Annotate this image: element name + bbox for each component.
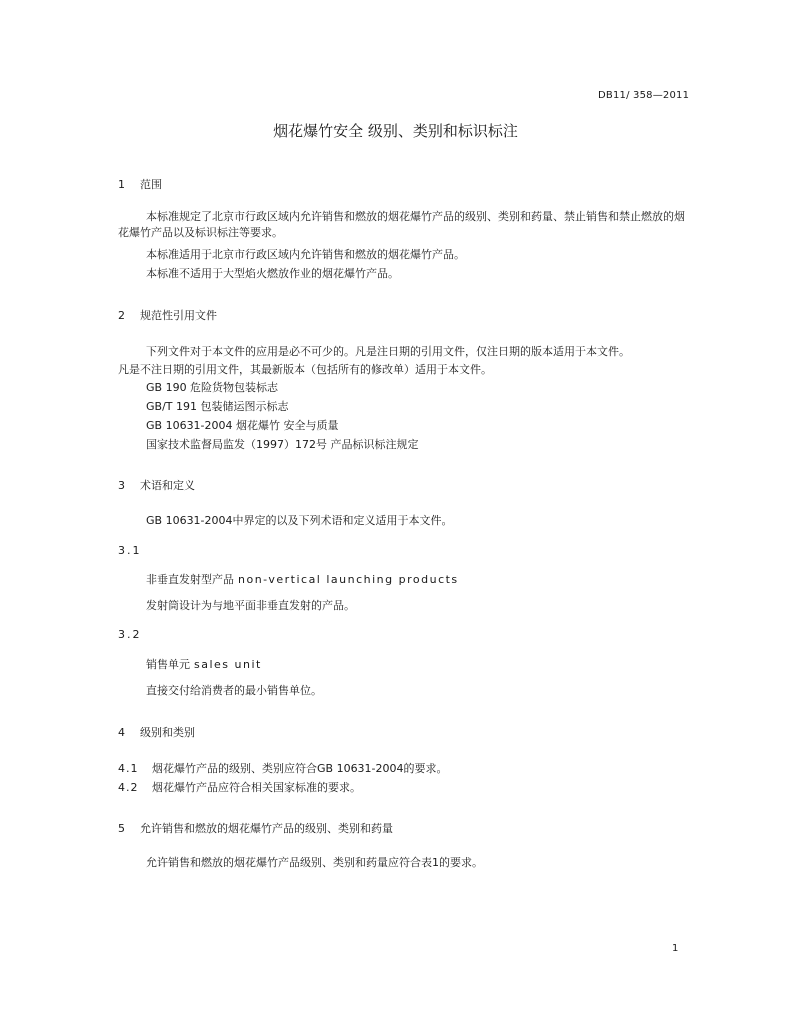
section-number: 4 xyxy=(118,726,125,739)
section-4-heading xyxy=(118,724,195,740)
section-title: 级别和类别 xyxy=(140,726,195,739)
section-5-heading xyxy=(118,820,393,836)
item-text: 烟花爆竹产品应符合相关国家标准的要求。 xyxy=(152,781,361,794)
section-3-paragraph: GB 10631-2004中界定的以及下列术语和定义适用于本文件。 xyxy=(146,514,453,527)
section-number: 3 xyxy=(118,479,125,492)
page-number: 1 xyxy=(672,943,679,954)
reference-item: GB 190 危险货物包装标志 xyxy=(146,381,279,394)
section-number: 2 xyxy=(118,309,125,322)
section-number: 1 xyxy=(118,178,125,191)
section-1-paragraph-2: 本标准适用于北京市行政区域内允许销售和燃放的烟花爆竹产品。 xyxy=(146,248,465,261)
reference-item: GB 10631-2004 烟花爆竹 安全与质量 xyxy=(146,419,339,432)
term-3-2-definition: 直接交付给消费者的最小销售单位。 xyxy=(146,684,322,697)
list-item xyxy=(118,760,448,776)
section-1-paragraph-3: 本标准不适用于大型焰火燃放作业的烟花爆竹产品。 xyxy=(146,267,399,280)
term-3-1-title xyxy=(146,571,459,587)
reference-item: GB/T 191 包装储运图示标志 xyxy=(146,400,289,413)
section-title: 规范性引用文件 xyxy=(140,309,217,322)
document-title: 烟花爆竹安全 级别、类别和标识标注 xyxy=(273,122,518,140)
section-1-paragraph-1: 本标准规定了北京市行政区域内允许销售和燃放的烟花爆竹产品的级别、类别和药量、禁止销售和禁止燃放的烟花爆竹产品以及标识标注等要求。 xyxy=(118,210,685,239)
section-2-paragraph-line-1: 下列文件对于本文件的应用是必不可少的。凡是注日期的引用文件，仅注日期的版本适用于本文件。 xyxy=(146,345,630,358)
term-cn: 非垂直发射型产品 xyxy=(146,573,234,586)
term-number: 3.2 xyxy=(118,628,142,641)
section-1-heading xyxy=(118,176,162,192)
list-item xyxy=(118,779,361,795)
term-en: non-vertical launching products xyxy=(238,573,459,586)
term-number: 3.1 xyxy=(118,544,142,557)
section-title: 术语和定义 xyxy=(140,479,195,492)
section-2-heading xyxy=(118,307,217,323)
section-3-heading xyxy=(118,477,195,493)
section-5-paragraph: 允许销售和燃放的烟花爆竹产品级别、类别和药量应符合表1的要求。 xyxy=(146,856,483,869)
item-text: 烟花爆竹产品的级别、类别应符合GB 10631-2004的要求。 xyxy=(152,762,448,775)
reference-item: 国家技术监督局监发（1997）172号 产品标识标注规定 xyxy=(146,438,419,451)
item-number: 4.2 xyxy=(118,781,139,794)
term-cn: 销售单元 xyxy=(146,658,190,671)
section-2-paragraph-line-2: 凡是不注日期的引用文件，其最新版本（包括所有的修改单）适用于本文件。 xyxy=(118,363,492,376)
section-number: 5 xyxy=(118,822,125,835)
term-3-1-definition: 发射筒设计为与地平面非垂直发射的产品。 xyxy=(146,599,355,612)
term-en: sales unit xyxy=(194,658,262,671)
term-3-2-title xyxy=(146,656,262,672)
standard-code: DB11/ 358—2011 xyxy=(598,90,690,101)
section-title: 范围 xyxy=(140,178,162,191)
item-number: 4.1 xyxy=(118,762,139,775)
section-title: 允许销售和燃放的烟花爆竹产品的级别、类别和药量 xyxy=(140,822,393,835)
